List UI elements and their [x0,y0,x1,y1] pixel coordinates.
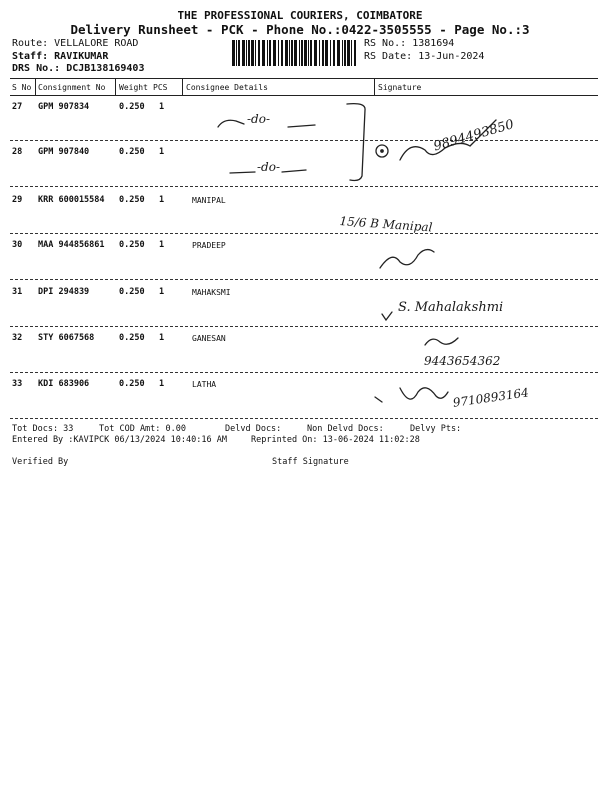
staff-signature: Staff Signature [272,457,349,467]
row-weight: 0.250 [119,147,145,157]
route-label: Route: [12,38,49,49]
row-pcs: 1 [159,379,165,389]
ditto-stroke [230,172,255,173]
verified-by: Verified By [12,457,69,467]
row-consignee: LATHA [192,380,217,389]
total-cod-amount: Tot COD Amt: 0.00 [99,424,186,434]
row-consignee: MAHAKSMI [192,288,231,297]
ditto-stroke [218,120,244,127]
signature-stroke [380,250,434,268]
reprinted-on: Reprinted On: 13-06-2024 11:02:28 [251,435,420,445]
ditto-mark: -do- [247,112,271,126]
col-header-pcs: PCS [153,83,168,92]
row-pcs: 1 [159,240,165,250]
row-consignment: KRR 600015584 [38,195,105,205]
total-docs: Tot Docs: 33 [12,424,74,434]
row-consignment: MAA 944856861 [38,240,105,250]
bracket-stroke [347,104,365,181]
row-pcs: 1 [159,147,165,157]
route-value: VELLALORE ROAD [54,38,139,49]
row-consignment: DPI 294839 [38,287,90,297]
row-pcs: 1 [159,195,165,205]
tick-mark [382,312,392,320]
row-pcs: 1 [159,102,165,112]
col-header-weight: Weight [119,83,148,92]
row-consignment: KDI 683906 [38,379,90,389]
col-header-signature: Signature [378,83,422,92]
circle-dot [381,150,383,152]
ditto-mark: -do- [257,160,281,174]
signature-stroke [425,338,458,345]
rs-no-value: 1381694 [412,38,455,49]
row-sno: 27 [12,102,23,112]
non-delivered-docs: Non Delvd Docs: [307,424,384,434]
ditto-stroke [288,125,315,127]
handwritten-phone: 9894493850 [432,117,516,155]
row-consignee: MANIPAL [192,196,226,205]
row-pcs: 1 [159,333,165,343]
row-weight: 0.250 [119,287,145,297]
entered-by: Entered By :KAVIPCK 06/13/2024 10:40:16 AM [12,435,227,445]
row-consignment: GPM 907834 [38,102,90,112]
row-sno: 31 [12,287,23,297]
row-sno: 28 [12,147,23,157]
rs-no-label: RS No.: [364,38,407,49]
row-weight: 0.250 [119,379,145,389]
col-header-sno: S No [12,83,32,92]
company-name: THE PROFESSIONAL COURIERS, COIMBATORE [177,9,423,22]
row-sno: 32 [12,333,23,343]
drs-label: DRS No.: [12,63,61,74]
handwritten-name: S. Mahalakshmi [398,300,504,315]
handwritten-phone: 9443654362 [424,354,501,368]
row-sno: 33 [12,379,23,389]
row-consignment: STY 6067568 [38,333,95,343]
col-header-consignment: Consignment No [38,83,106,92]
delivered-docs: Delvd Docs: [225,424,282,434]
row-consignee: PRADEEP [192,241,226,250]
row-sno: 30 [12,240,23,250]
delivery-points: Delvy Pts: [410,424,462,434]
ditto-stroke [282,170,306,172]
row-weight: 0.250 [119,102,145,112]
row-weight: 0.250 [119,240,145,250]
rs-date-label: RS Date: [364,51,413,62]
row-weight: 0.250 [119,333,145,343]
staff-value: RAVIKUMAR [54,51,109,62]
row-consignee: GANESAN [192,334,226,343]
row-sno: 29 [12,195,23,205]
row-consignment: GPM 907840 [38,147,90,157]
col-header-consignee: Consignee Details [186,83,268,92]
handwritten-note: 15/6 B Manipal [339,214,433,235]
handwritten-phone: 9710893164 [452,385,530,410]
row-weight: 0.250 [119,195,145,205]
signature-stroke [375,388,448,402]
drs-value: DCJB138169403 [66,63,145,74]
runsheet-title: Delivery Runsheet - PCK - Phone No.:0422-3505555 - Page No.:3 [70,22,530,37]
row-pcs: 1 [159,287,165,297]
staff-label: Staff: [12,51,49,62]
rs-date-value: 13-Jun-2024 [418,51,485,62]
